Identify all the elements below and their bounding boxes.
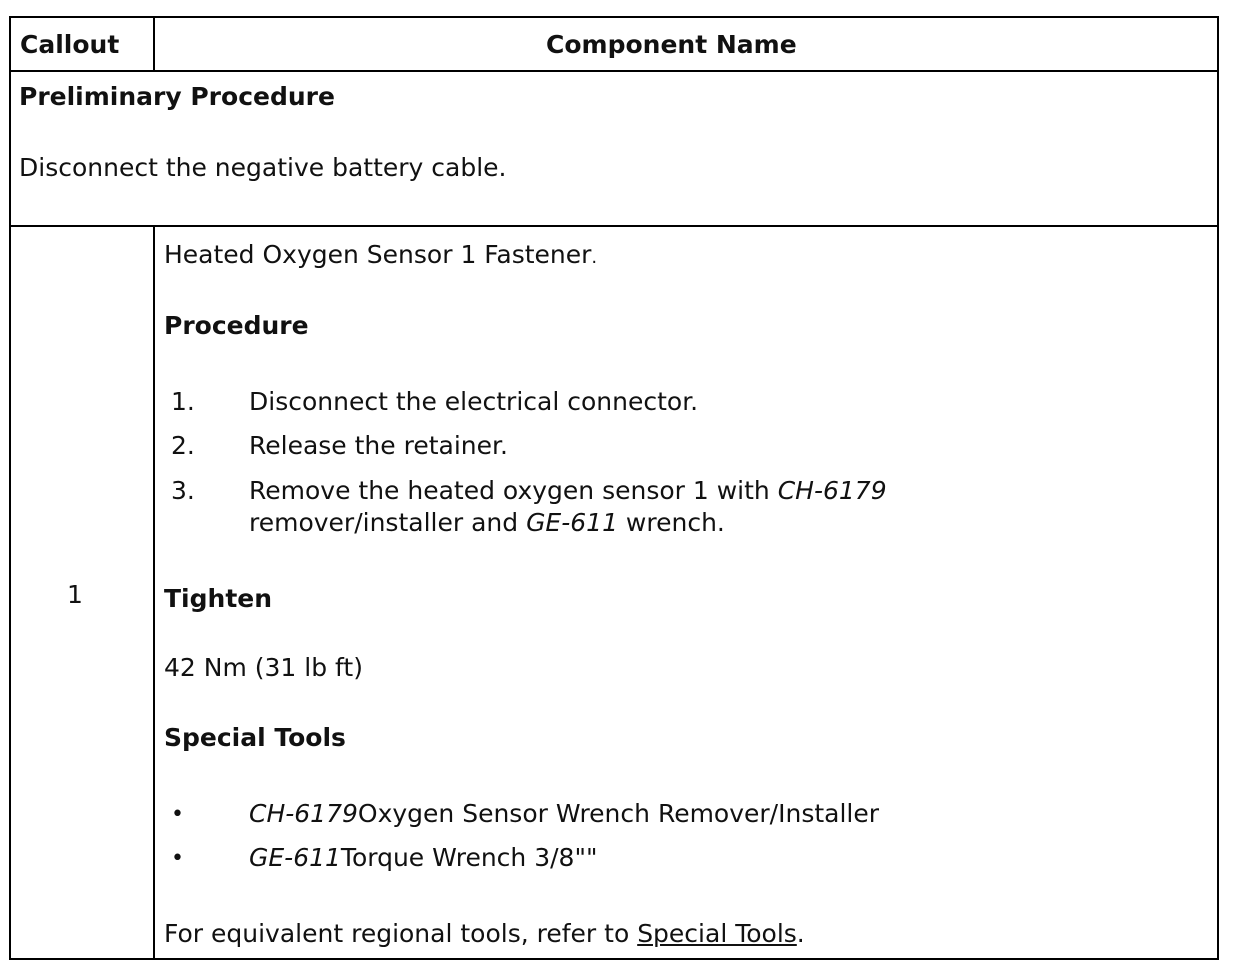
component-table — [9, 16, 1219, 960]
bullet-icon: • — [171, 802, 184, 827]
tool-code: GE-611 — [249, 843, 341, 872]
torque-value: 42 Nm (31 lb ft) — [164, 653, 363, 682]
footer-note: For equivalent regional tools, refer to Special Tools. — [164, 919, 805, 948]
header-callout: Callout — [20, 30, 120, 59]
tighten-heading: Tighten — [164, 584, 273, 613]
procedure-heading: Procedure — [164, 311, 309, 340]
tool-item: CH-6179Oxygen Sensor Wrench Remover/Installer — [249, 799, 880, 828]
tool-code: CH-6179 — [249, 799, 358, 828]
component-name: Heated Oxygen Sensor 1 Fastener. — [164, 240, 598, 269]
tool-code: GE-611 — [526, 508, 618, 537]
row-column-divider — [153, 225, 155, 958]
header-column-divider — [153, 18, 155, 72]
callout-number: 1 — [67, 580, 83, 609]
special-tools-link[interactable]: Special Tools — [637, 919, 797, 948]
preliminary-divider — [11, 225, 1217, 227]
tool-item: GE-611Torque Wrench 3/8"" — [249, 843, 598, 872]
step-number: 2. — [171, 431, 195, 460]
step-text: Disconnect the electrical connector. — [249, 387, 699, 416]
header-divider — [11, 70, 1217, 72]
header-component-name: Component Name — [546, 30, 797, 59]
bullet-icon: • — [171, 846, 184, 871]
tool-code: CH-6179 — [777, 476, 887, 505]
step-text: Remove the heated oxygen sensor 1 with CH-6179 — [249, 476, 887, 505]
step-number: 1. — [171, 387, 195, 416]
step-text-continued: remover/installer and GE-611 wrench. — [249, 508, 725, 537]
preliminary-heading: Preliminary Procedure — [19, 82, 335, 111]
preliminary-text: Disconnect the negative battery cable. — [19, 153, 507, 182]
step-number: 3. — [171, 476, 195, 505]
special-tools-heading: Special Tools — [164, 723, 346, 752]
step-text: Release the retainer. — [249, 431, 508, 460]
